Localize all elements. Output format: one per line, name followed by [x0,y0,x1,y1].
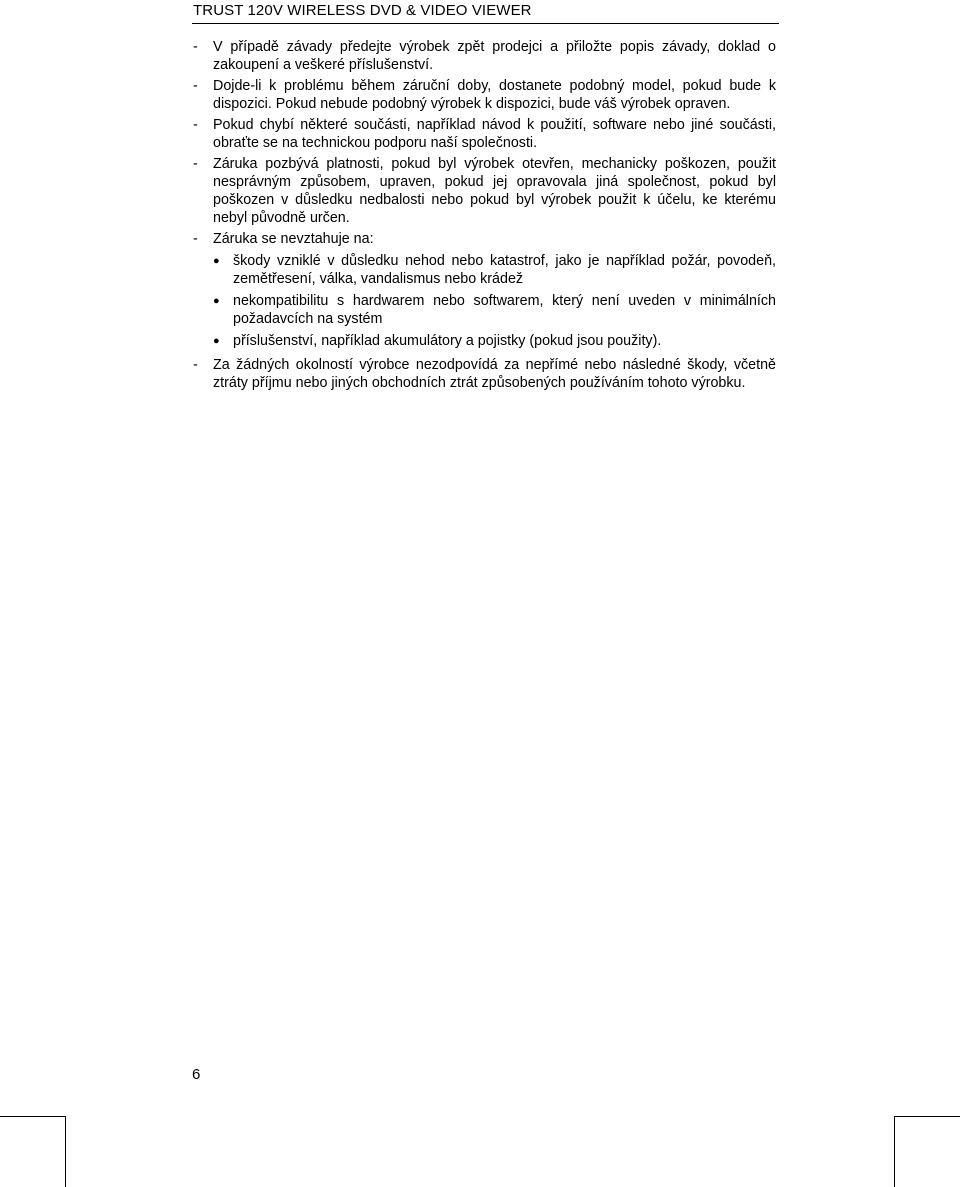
warranty-item-text: Záruka pozbývá platnosti, pokud byl výrobek otevřen, mechanicky poškozen, použit nesprávným způsobem, upraven, pokud jej opravovala jiná společnost, pokud byl poškozen v důsledku nedbalosti nebo pokud byl výrobek použit k účelu, ke kterému nebyl původně určen. [213,156,776,226]
warranty-item [193,116,776,152]
exclusions-list [193,252,776,350]
crop-mark-left-horizontal [0,1116,66,1117]
dash-marker: - [193,117,198,133]
exclusion-item-text: příslušenství, například akumulátory a pojistky (pokud jsou použity). [233,333,662,349]
document-header-title: TRUST 120V WIRELESS DVD & VIDEO VIEWER [193,2,532,19]
dash-marker: - [193,39,198,55]
warranty-conditions [193,38,776,395]
crop-mark-right-vertical [894,1116,895,1187]
dash-marker: - [193,78,198,94]
bullet-icon: ● [213,335,220,347]
warranty-item-text: V případě závady předejte výrobek zpět prodejci a přiložte popis závady, doklad o zakoupení a veškeré příslušenství. [213,39,776,73]
warranty-item [193,38,776,74]
warranty-item-text: Záruka se nevztahuje na: [213,231,374,247]
warranty-item [193,356,776,392]
crop-mark-left-vertical [65,1116,66,1187]
dash-marker: - [193,357,198,373]
exclusion-item [193,332,776,350]
crop-mark-right-horizontal [894,1116,960,1117]
header-divider [192,23,779,24]
warranty-item-text: Dojde-li k problému během záruční doby, dostanete podobný model, pokud bude k dispozici. Pokud nebude podobný výrobek k dispozici, bude váš výrobek opraven. [213,78,776,112]
page-number: 6 [192,1066,201,1083]
bullet-icon: ● [213,295,220,307]
exclusion-item [193,252,776,288]
warranty-item [193,77,776,113]
exclusion-item [193,292,776,328]
exclusion-item-text: škody vzniklé v důsledku nehod nebo katastrof, jako je například požár, povodeň, zemětřesení, válka, vandalismus nebo krádež [233,253,776,287]
warranty-item-text: Za žádných okolností výrobce nezodpovídá za nepřímé nebo následné škody, včetně ztráty příjmu nebo jiných obchodních ztrát způsobených používáním tohoto výrobku. [213,357,776,391]
exclusion-item-text: nekompatibilitu s hardwarem nebo softwarem, který není uveden v minimálních požadavcích na systém [233,293,776,327]
dash-marker: - [193,231,198,247]
bullet-icon: ● [213,255,220,267]
warranty-item-text: Pokud chybí některé součásti, například návod k použití, software nebo jiné součásti, obraťte se na technickou podporu naší společnosti. [213,117,776,151]
dash-marker: - [193,156,198,172]
warranty-item [193,155,776,227]
warranty-item [193,230,776,248]
